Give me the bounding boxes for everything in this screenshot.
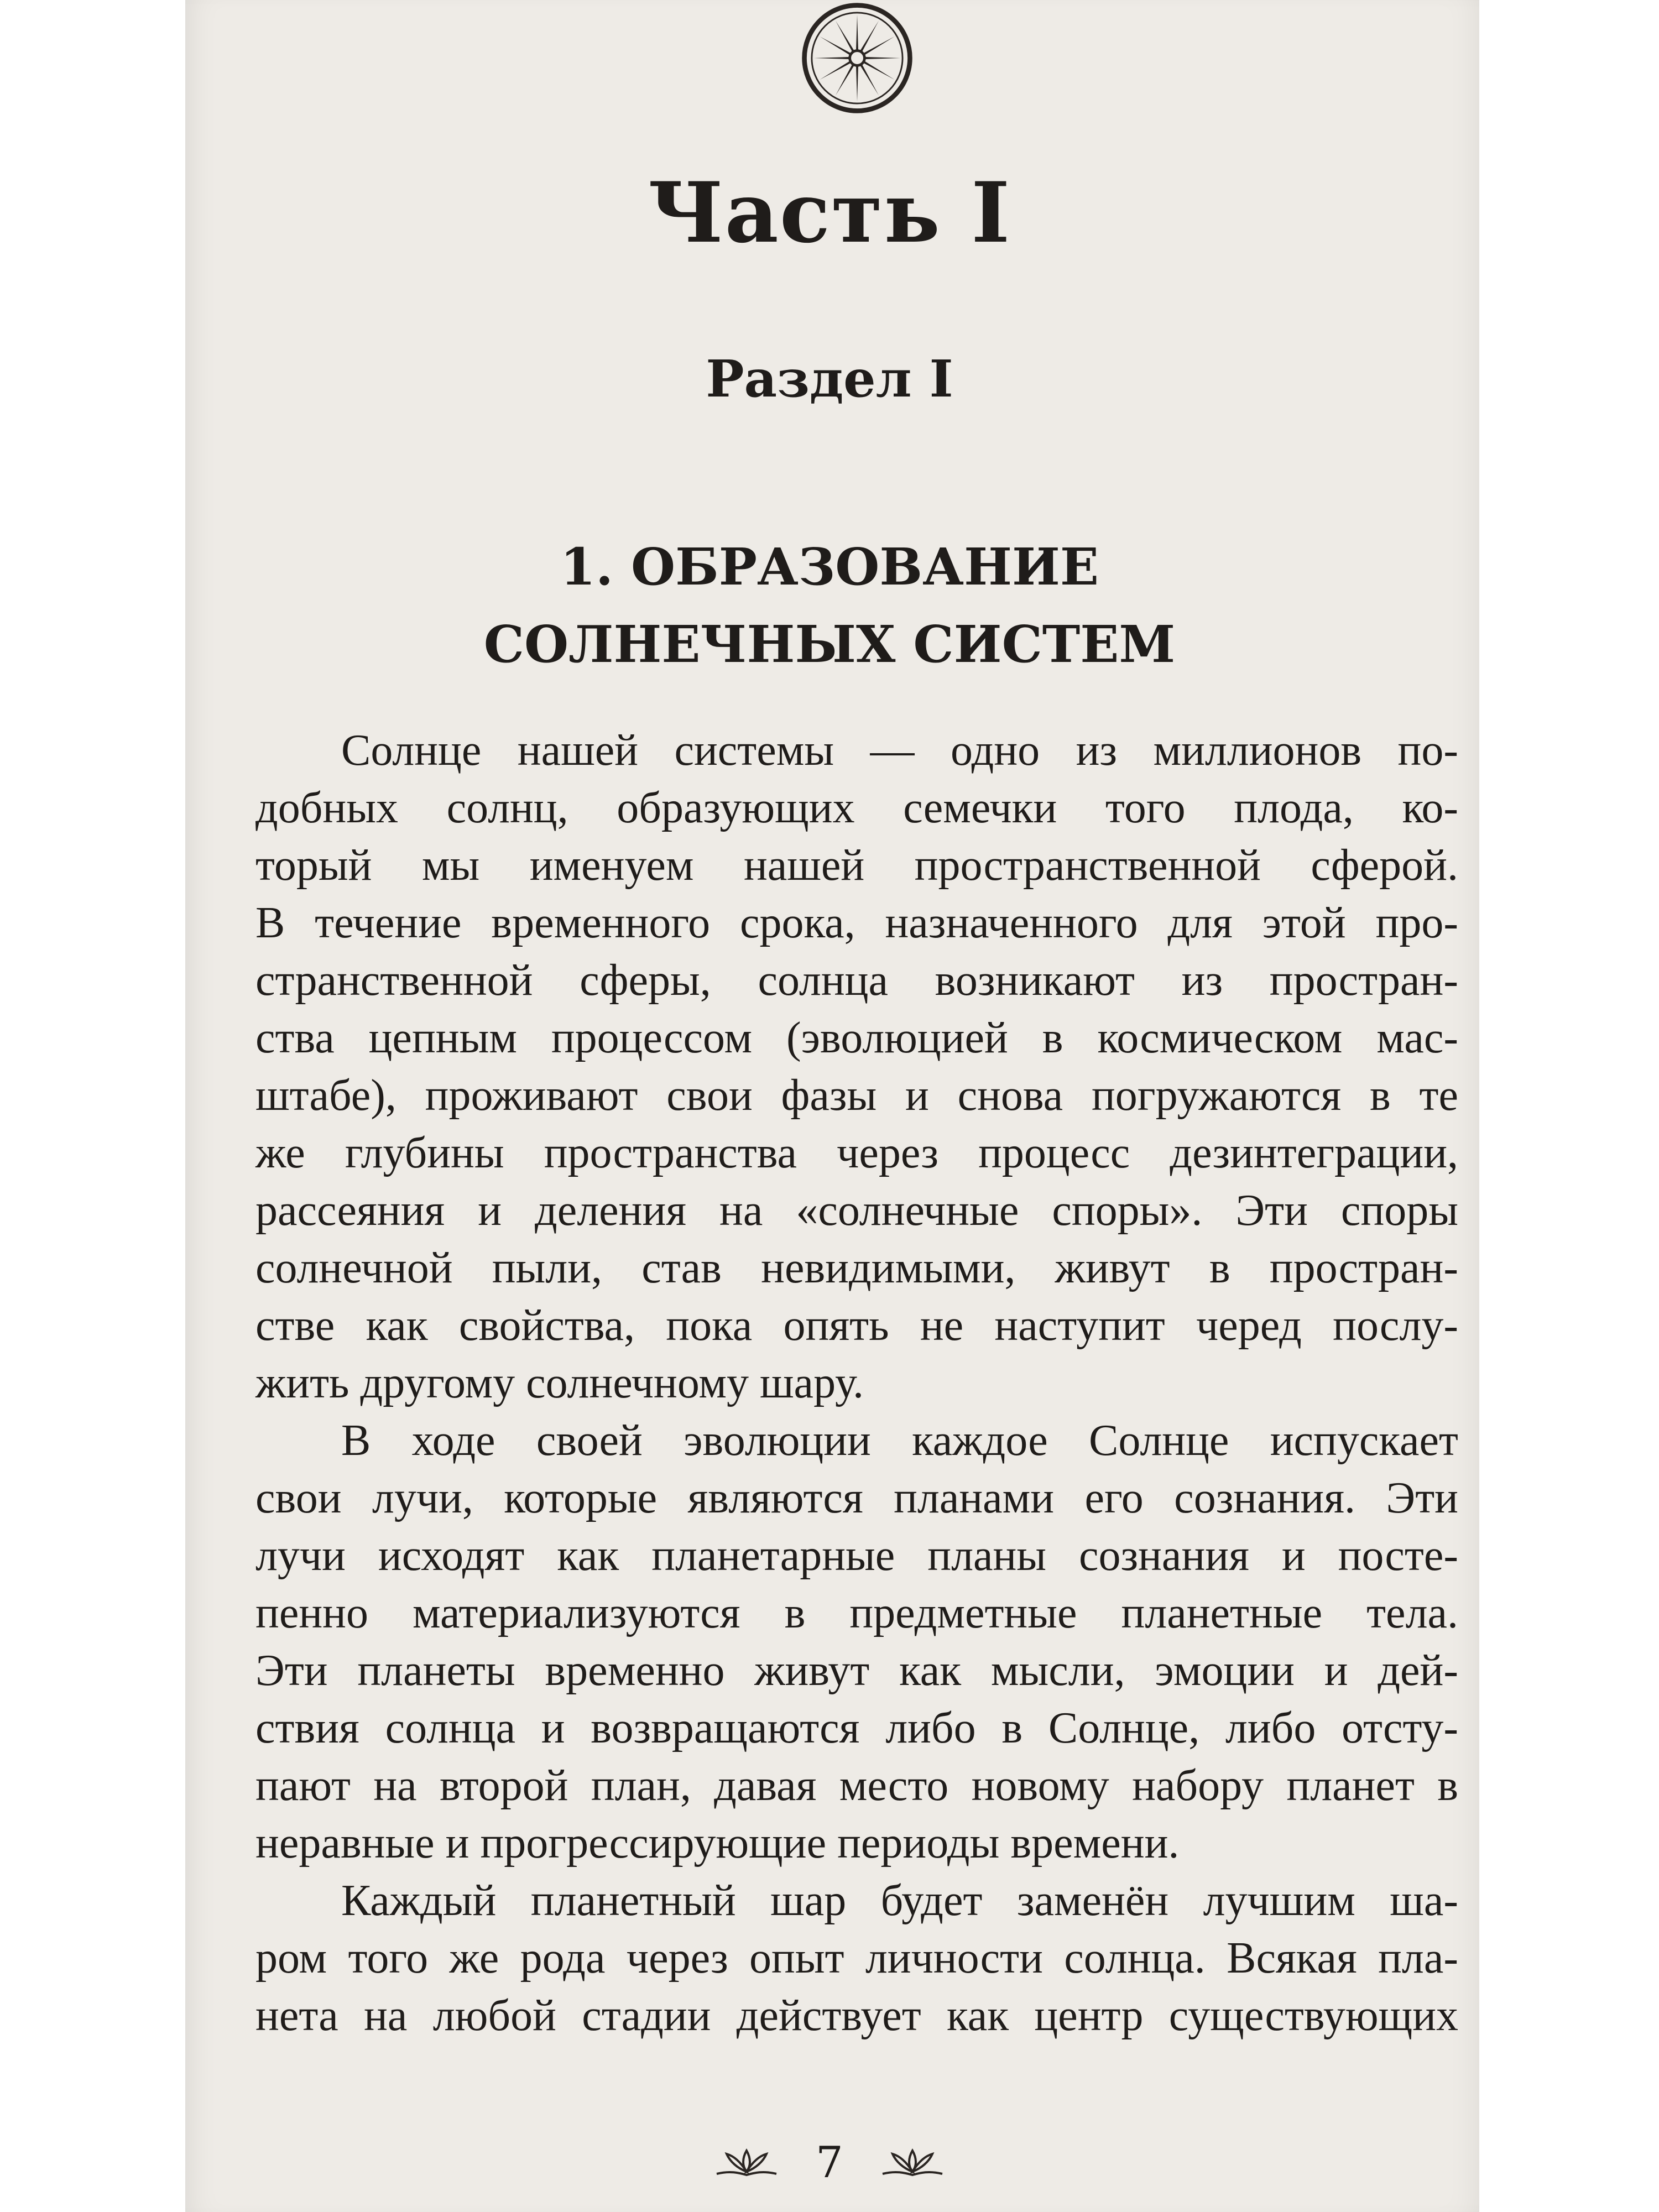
star-ray <box>865 57 900 59</box>
text-line: добных солнц, образующих семечки того плода, ко- <box>255 784 1458 832</box>
page-number: 7 <box>816 2137 843 2188</box>
lotus-ornament-icon <box>713 2146 780 2179</box>
text-line: Каждый планетный шар будет заменён лучшим ша- <box>341 1876 1458 1925</box>
text-line: солнечной пыли, став невидимыми, живут в простран- <box>255 1244 1458 1292</box>
text-line: штабе), проживают свои фазы и снова погружаются в те <box>255 1071 1458 1120</box>
text-line: же глубины пространства через процесс дезинтеграции, <box>255 1129 1458 1177</box>
chapter-title-line-1: 1. ОБРАЗОВАНИЕ <box>560 537 1099 597</box>
text-line: ствия солнца и возвращаются либо в Солнце, либо отсту- <box>255 1704 1458 1752</box>
section-title: Раздел I <box>706 349 953 409</box>
body-text <box>255 722 1458 2044</box>
text-line: свои лучи, которые являются планами его сознания. Эти <box>255 1474 1458 1522</box>
text-line: неравные и прогрессирующие периоды времени. <box>255 1819 1180 1867</box>
chapter-title-line-2: СОЛНЕЧНЫХ СИСТЕМ <box>483 614 1176 674</box>
text-line: пенно материализуются в предметные планетные тела. <box>255 1589 1458 1637</box>
text-line: стве как свойства, пока опять не наступит черед послу- <box>255 1301 1458 1350</box>
text-line: лучи исходят как планетарные планы сознания и посте- <box>255 1531 1458 1580</box>
text-line: странственной сферы, солнца возникают из простран- <box>255 956 1458 1005</box>
text-line: ства цепным процессом (эволюцией в космическом мас- <box>255 1014 1458 1062</box>
text-line: жить другому солнечному шару. <box>255 1359 864 1407</box>
text-line: В ходе своей эволюции каждое Солнце испускает <box>341 1416 1458 1465</box>
page-footer <box>0 2132 1659 2190</box>
text-line: нета на любой стадии действует как центр существующих <box>255 1991 1458 2040</box>
text-line: торый мы именуем нашей пространственной сферой. <box>255 841 1458 890</box>
lotus-ornament-icon <box>879 2146 946 2179</box>
star-medallion-icon <box>796 0 918 116</box>
part-title: Часть I <box>648 164 1011 262</box>
star-ray <box>856 66 858 101</box>
text-line: пают на второй план, давая место новому набору планет в <box>255 1761 1458 1810</box>
text-line: Солнце нашей системы — одно из миллионов по- <box>341 726 1458 775</box>
chapter-title <box>0 528 1659 683</box>
star-ray <box>814 57 849 59</box>
text-line: ром того же рода через опыт личности солнца. Всякая пла- <box>255 1934 1458 1983</box>
text-line: рассеяния и деления на «солнечные споры». Эти споры <box>255 1186 1458 1235</box>
text-line: Эти планеты временно живут как мысли, эмоции и дей- <box>255 1646 1458 1695</box>
star-ray <box>856 15 858 50</box>
text-line: В течение временного срока, назначенного для этой про- <box>255 899 1458 947</box>
